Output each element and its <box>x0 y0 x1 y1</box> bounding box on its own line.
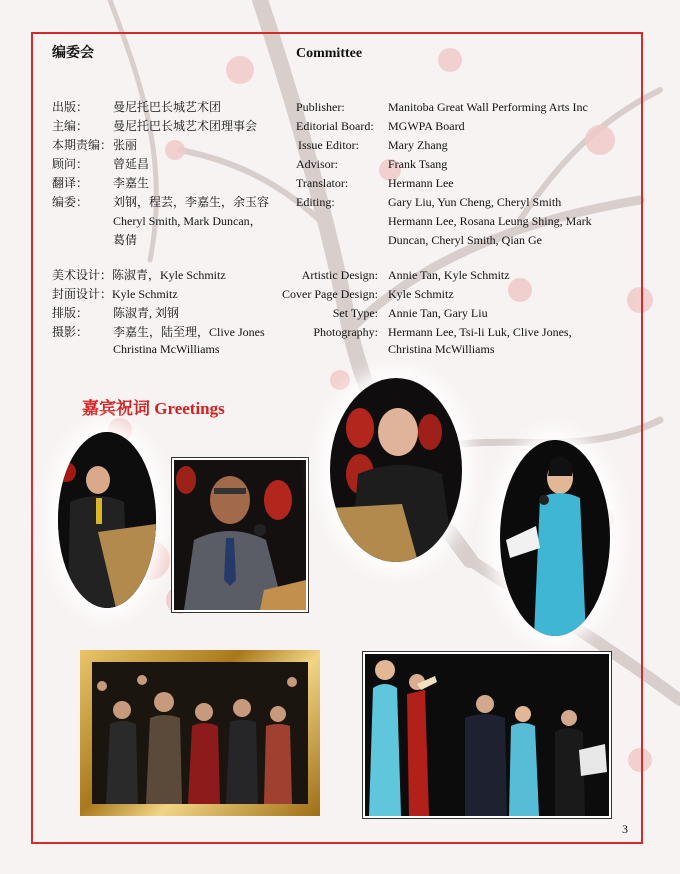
speaker-photo-4 <box>500 440 610 636</box>
editing-en-line: Hermann Lee, Rosana Leung Shing, Mark <box>388 214 592 228</box>
committee-heading-en: Committee <box>296 46 363 61</box>
en-label: Editorial Board: <box>296 119 374 133</box>
photography-en-line: Christina McWilliams <box>388 342 495 356</box>
cover-design-label: Cover Page Design: <box>282 287 378 301</box>
en-value: Hermann Lee <box>388 176 454 190</box>
editing-cn-line: 葛倩 <box>113 233 138 247</box>
cn-value: 曼尼托巴长城艺术团 <box>113 100 222 114</box>
cn-value: 曼尼托巴长城艺术团理事会 <box>113 119 258 133</box>
greetings-heading: 嘉宾祝词 Greetings <box>82 399 225 418</box>
set-type-label: Set Type: <box>332 306 378 320</box>
en-label: Advisor: <box>296 157 338 171</box>
cn-label: 翻译： <box>52 176 89 190</box>
cn-label: 主编： <box>52 119 89 133</box>
editing-en-line: Duncan, Cheryl Smith, Qian Ge <box>388 233 542 247</box>
artistic-design-label: Artistic Design: <box>301 268 378 282</box>
photography-en-line: Hermann Lee, Tsi-li Luk, Clive Jones, <box>388 325 572 339</box>
speaker-photo-1 <box>58 432 156 608</box>
cn-value: 李嘉生 <box>113 176 150 190</box>
cover-design-cn: 封面设计：Kyle Schmitz <box>52 287 178 301</box>
en-value: Manitoba Great Wall Performing Arts Inc <box>388 100 588 114</box>
en-value: Mary Zhang <box>388 138 448 152</box>
page-number: 3 <box>622 822 628 836</box>
cn-label: 本期责编： <box>52 138 113 152</box>
photography-label: Photography: <box>313 325 378 339</box>
set-type-value: Annie Tan, Gary Liu <box>388 306 488 320</box>
set-type-cn-label: 排版： <box>52 306 89 320</box>
photography-cn-line: Christina McWilliams <box>113 342 220 356</box>
committee-heading-cn: 编委会 <box>52 46 94 61</box>
en-value: MGWPA Board <box>388 119 465 133</box>
editing-en-label: Editing: <box>296 195 335 209</box>
speaker-photo-3 <box>330 378 462 562</box>
set-type-cn-value: 陈淑青, 刘钢 <box>113 306 180 320</box>
artistic-design-value: Annie Tan, Kyle Schmitz <box>388 268 510 282</box>
en-label: Issue Editor: <box>298 138 359 152</box>
editing-cn-line: Cheryl Smith, Mark Duncan， <box>113 214 262 228</box>
photography-cn-label: 摄影： <box>52 325 89 339</box>
speaker-photo-2 <box>172 458 308 612</box>
photography-cn-line: 李嘉生，陆至理，Clive Jones <box>113 325 265 339</box>
cover-design-value: Kyle Schmitz <box>388 287 454 301</box>
audience-photo <box>92 662 308 804</box>
cn-label: 出版： <box>52 100 89 114</box>
artistic-design-cn: 美术设计：陈淑青，Kyle Schmitz <box>52 268 226 282</box>
en-label: Publisher: <box>296 100 345 114</box>
cn-label: 顾问： <box>52 157 89 171</box>
stage-photo <box>363 652 611 818</box>
cn-value: 张丽 <box>113 138 138 152</box>
en-label: Translator: <box>296 176 349 190</box>
audience-photo-frame <box>80 650 320 816</box>
editing-cn-line: 刘钢，程芸，李嘉生，余玉容 <box>113 195 270 209</box>
editing-cn-label: 编委： <box>52 195 89 209</box>
editing-en-line: Gary Liu, Yun Cheng, Cheryl Smith <box>388 195 562 209</box>
en-value: Frank Tsang <box>388 157 448 171</box>
cn-value: 曾延昌 <box>113 157 150 171</box>
